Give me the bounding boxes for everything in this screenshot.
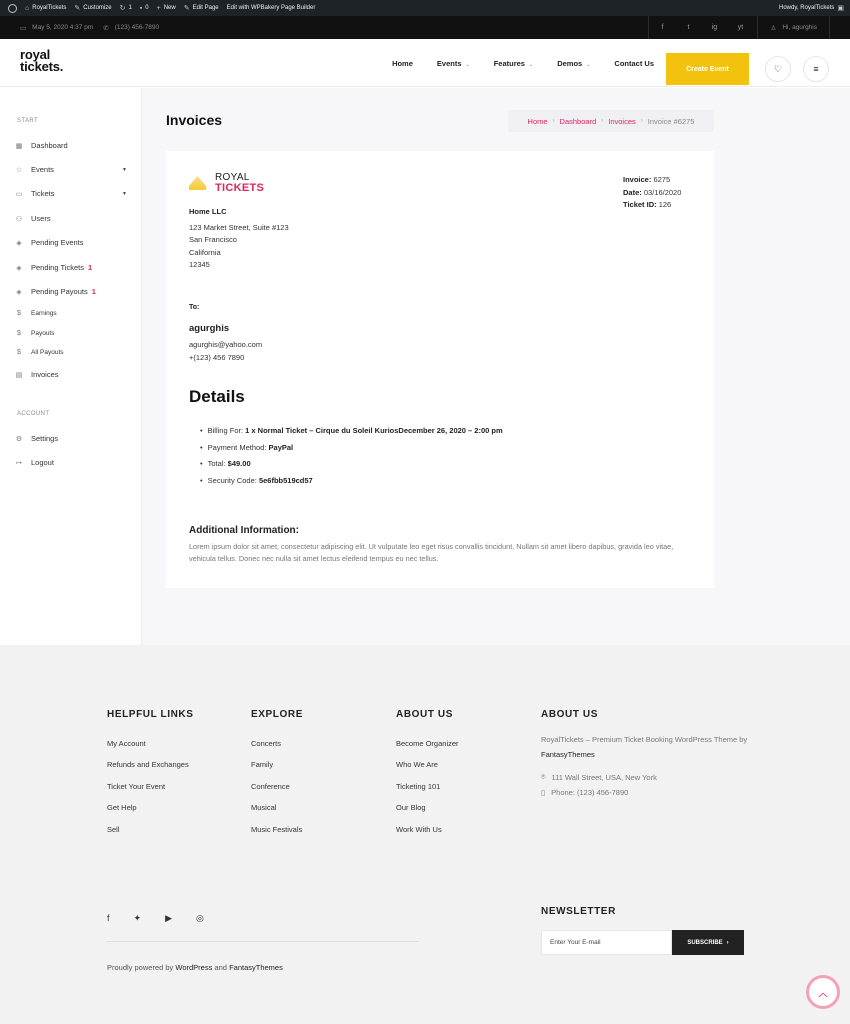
dashboard-icon: ▦ <box>15 142 23 150</box>
dollar-icon: $ <box>17 310 21 317</box>
heart-icon: ♡ <box>773 63 783 74</box>
chevron-right-icon: › <box>601 118 604 124</box>
seller-address: Home LLC 123 Market Street, Suite #123 San Francisco California 12345 <box>189 207 289 269</box>
breadcrumb-home[interactable]: Home <box>527 116 548 126</box>
footer-link[interactable]: Music Festivals <box>251 824 303 834</box>
footer-phone: ▯ Phone: (123) 456-7890 <box>541 788 629 797</box>
sidebar-item-settings[interactable]: ⚙ Settings <box>15 434 59 443</box>
site-name-link[interactable]: ⌂ RoyalTickets <box>25 4 67 12</box>
pending-count-badge: 1 <box>87 263 93 272</box>
account-menu[interactable]: Howdy, RoyalTickets ▣ <box>779 5 844 12</box>
footer-helpful-links: HELPFUL LINKS My Account Refunds and Exchanges Ticket Your Event Get Help Sell <box>107 709 194 834</box>
brush-icon: ✎ <box>74 5 81 12</box>
footer-explore: EXPLORE Concerts Family Conference Musical Music Festivals <box>251 709 303 834</box>
footer-link[interactable]: Work With Us <box>396 824 442 834</box>
user-avatar-icon: ▣ <box>837 5 844 12</box>
additional-info-text: Lorem ipsum dolor sit amet, consectetur adipiscing elit. Ut vulputate leo eget risus convallis tincidunt. Nullam sit amet libero dapibus, gravida leo vitae, vehicula tellus. Donec nec nulla sit amet lectus eleifend tempus eu nec tellus. <box>189 542 674 563</box>
layers-icon: ◈ <box>16 288 22 296</box>
phone-icon: ✆ <box>103 24 109 32</box>
sidebar-item-pending-events[interactable]: ◈ Pending Events <box>16 238 84 247</box>
sidebar-item-pending-payouts[interactable]: ◈ Pending Payouts 1 <box>16 287 96 296</box>
nav-home[interactable]: Home <box>392 58 413 68</box>
create-event-button[interactable]: Create Event <box>666 53 749 85</box>
main-nav <box>392 39 654 87</box>
footer-about: ABOUT US RoyalTickets – Premium Ticket Booking WordPress Theme by FantasyThemes ⌾ 111 Wall Street, USA, New York ▯ Phone: (123) 456-7890 <box>541 709 751 797</box>
main-content <box>142 88 850 645</box>
star-icon: ☆ <box>15 166 23 174</box>
layers-icon: ◈ <box>16 239 22 247</box>
chevron-down-icon: ⌄ <box>528 61 534 68</box>
footer-link[interactable]: Who We Are <box>396 760 438 770</box>
crown-logo-icon <box>189 176 206 190</box>
date-display: ▭ May 5, 2020 4:37 pm <box>20 24 94 32</box>
location-icon: ⌾ <box>541 772 546 781</box>
refresh-icon: ↻ <box>119 5 126 12</box>
site-logo[interactable]: royal tickets. <box>20 47 64 74</box>
additional-info-heading: Additional Information: <box>189 525 299 536</box>
calendar-icon: ▭ <box>20 24 27 32</box>
breadcrumb-invoices[interactable]: Invoices <box>608 116 636 126</box>
youtube-icon[interactable]: ▶ <box>165 913 172 923</box>
sidebar-section-account: ACCOUNT <box>17 411 50 417</box>
footer-link[interactable]: My Account <box>107 739 146 748</box>
customer-phone: +(123) 456 7890 <box>189 352 245 362</box>
menu-button[interactable] <box>803 56 829 82</box>
updates-link[interactable]: ↻ 1 <box>119 5 132 12</box>
about-text: RoyalTickets – Premium Ticket Booking WordPress Theme by FantasyThemes <box>541 735 748 759</box>
logout-icon: ↦ <box>16 459 22 467</box>
caret-down-icon: ▼ <box>122 190 127 197</box>
gear-icon: ⚙ <box>15 435 23 443</box>
customer-email: agurghis@yahoo.com <box>189 340 263 349</box>
ticket-id: 126 <box>658 200 672 209</box>
users-icon: ⚇ <box>15 215 23 223</box>
customer-name: agurghis <box>189 323 230 334</box>
top-info-bar <box>0 16 850 39</box>
invoice-meta: Invoice: 6275 Date: 03/16/2020 Ticket ID: 126 <box>623 175 682 209</box>
wp-admin-bar <box>0 0 850 16</box>
sidebar-item-tickets[interactable]: ▭ Tickets ▼ <box>15 189 127 198</box>
nav-demos[interactable]: Demos ⌄ <box>557 58 591 68</box>
instagram-icon[interactable]: ig <box>711 24 718 31</box>
details-list <box>200 423 503 489</box>
sidebar-item-all-payouts[interactable]: $ All Payouts <box>15 349 127 356</box>
mobile-icon: ▯ <box>541 788 546 797</box>
chevron-down-icon: ⌄ <box>465 61 470 68</box>
footer-link[interactable]: Refunds and Exchanges <box>107 760 189 770</box>
twitter-icon[interactable]: t <box>687 24 690 31</box>
footer-link[interactable]: Get Help <box>107 803 137 813</box>
sidebar-item-users[interactable]: ⚇ Users <box>15 214 51 223</box>
caret-down-icon: ▼ <box>122 166 127 173</box>
invoice-number: 6275 <box>653 175 671 184</box>
list-item: • Total: $49.00 <box>200 456 503 473</box>
plus-icon: + <box>156 4 161 12</box>
breadcrumb-dashboard[interactable]: Dashboard <box>559 116 597 126</box>
subscribe-button[interactable]: SUBSCRIBE › <box>672 930 744 955</box>
instagram-icon[interactable]: ◎ <box>195 913 204 923</box>
to-label: To: <box>189 304 200 311</box>
nav-events[interactable]: Events ⌄ <box>436 58 470 68</box>
user-icon: ♙ <box>770 24 777 32</box>
twitter-icon[interactable]: ✦ <box>133 913 142 923</box>
arrow-right-icon: › <box>726 939 729 946</box>
nav-features[interactable]: Features ⌄ <box>493 58 534 68</box>
dollar-icon: $ <box>17 330 21 337</box>
footer-link[interactable]: Ticketing 101 <box>396 781 441 791</box>
dollar-icon: $ <box>17 349 21 356</box>
edit-wpbakery-link[interactable]: Edit with WPBakery Page Builder <box>226 5 316 11</box>
user-greeting[interactable]: ♙ Hi, agurghis <box>770 24 817 32</box>
footer-address: ⌾ 111 Wall Street, USA, New York <box>541 772 657 782</box>
list-item: • Security Code: 5e6fbb519cd57 <box>200 473 503 490</box>
page-title: Invoices <box>166 112 223 128</box>
home-icon: ⌂ <box>25 4 30 12</box>
footer-about-links: ABOUT US Become Organizer Who We Are Ticketing 101 Our Blog Work With Us <box>396 709 459 834</box>
customer-contact <box>189 339 262 364</box>
fantasythemes-link[interactable]: FantasyThemes <box>229 963 283 972</box>
invoice-date: 03/16/2020 <box>643 187 682 197</box>
wishlist-button[interactable] <box>765 56 791 82</box>
chevron-right-icon: › <box>552 118 555 124</box>
footer-socials <box>107 913 204 924</box>
footer-link[interactable]: Family <box>251 760 274 770</box>
footer-link[interactable]: Become Organizer <box>396 739 459 748</box>
footer-link[interactable]: Our Blog <box>396 803 426 813</box>
wordpress-icon <box>8 4 17 13</box>
facebook-icon[interactable]: f <box>661 24 664 31</box>
footer-link[interactable]: Ticket Your Event <box>107 781 166 791</box>
facebook-icon[interactable]: f <box>107 913 110 923</box>
breadcrumb-current: Invoice #6275 <box>647 116 695 126</box>
document-icon: ▤ <box>15 371 23 379</box>
sidebar-item-pending-tickets[interactable]: ◈ Pending Tickets 1 <box>16 263 93 272</box>
sidebar-item-invoices[interactable]: ▤ Invoices <box>15 370 59 379</box>
footer-link[interactable]: Sell <box>107 824 120 834</box>
hamburger-icon: ≡ <box>813 64 819 74</box>
site-header <box>0 39 850 87</box>
wordpress-link[interactable]: WordPress <box>175 963 213 972</box>
list-item: • Payment Method: PayPal <box>200 440 503 457</box>
invoice-card <box>166 151 714 588</box>
sidebar-item-payouts[interactable]: $ Payouts <box>15 330 127 337</box>
sidebar-item-events[interactable]: ☆ Events ▼ <box>15 165 127 174</box>
pending-count-badge: 1 <box>91 287 96 296</box>
footer-divider <box>107 941 419 942</box>
phone-display: ✆ (123) 456-7890 <box>103 24 160 32</box>
nav-contact[interactable]: Contact Us <box>614 58 654 68</box>
wp-logo-item[interactable] <box>8 4 17 13</box>
chevron-down-icon: ⌄ <box>586 61 591 68</box>
breadcrumb <box>508 110 714 132</box>
footer-link[interactable]: Conference <box>251 781 290 791</box>
pencil-icon: ✎ <box>183 5 190 12</box>
site-footer <box>0 645 850 1024</box>
ticket-icon: ▭ <box>15 190 23 198</box>
chevron-right-icon: › <box>640 118 643 124</box>
dashboard-sidebar <box>0 88 142 645</box>
layers-icon: ◈ <box>16 264 22 272</box>
newsletter-heading: NEWSLETTER <box>541 906 616 917</box>
details-heading: Details <box>189 387 245 406</box>
footer-link[interactable]: Concerts <box>251 739 282 748</box>
edit-page-link[interactable]: ✎ Edit Page <box>183 5 219 12</box>
invoice-logo: ROYAL TICKETS <box>189 173 264 193</box>
customize-link[interactable]: ✎ Customize <box>74 5 112 12</box>
comment-icon: ▪ <box>139 4 143 12</box>
sidebar-item-earnings[interactable]: $ Earnings <box>15 310 127 317</box>
new-link[interactable]: + New <box>156 4 176 12</box>
chevron-up-icon: ︿ <box>818 987 828 998</box>
list-item: • Billing For: 1 x Normal Ticket – Cirque du Soleil KuriosDecember 26, 2020 – 2:00 pm <box>200 423 503 440</box>
sidebar-section-start: START <box>17 118 39 124</box>
powered-by: Proudly powered by WordPress and FantasyThemes <box>107 963 283 972</box>
footer-link[interactable]: Musical <box>251 803 277 813</box>
youtube-icon[interactable]: yt <box>737 24 744 31</box>
sidebar-item-logout[interactable]: ↦ Logout <box>16 458 54 467</box>
comments-link[interactable]: ▪ 0 <box>139 4 149 12</box>
newsletter-email-input[interactable] <box>541 930 672 955</box>
sidebar-item-dashboard[interactable]: ▦ Dashboard <box>15 141 68 150</box>
back-to-top-button[interactable] <box>806 975 840 1009</box>
